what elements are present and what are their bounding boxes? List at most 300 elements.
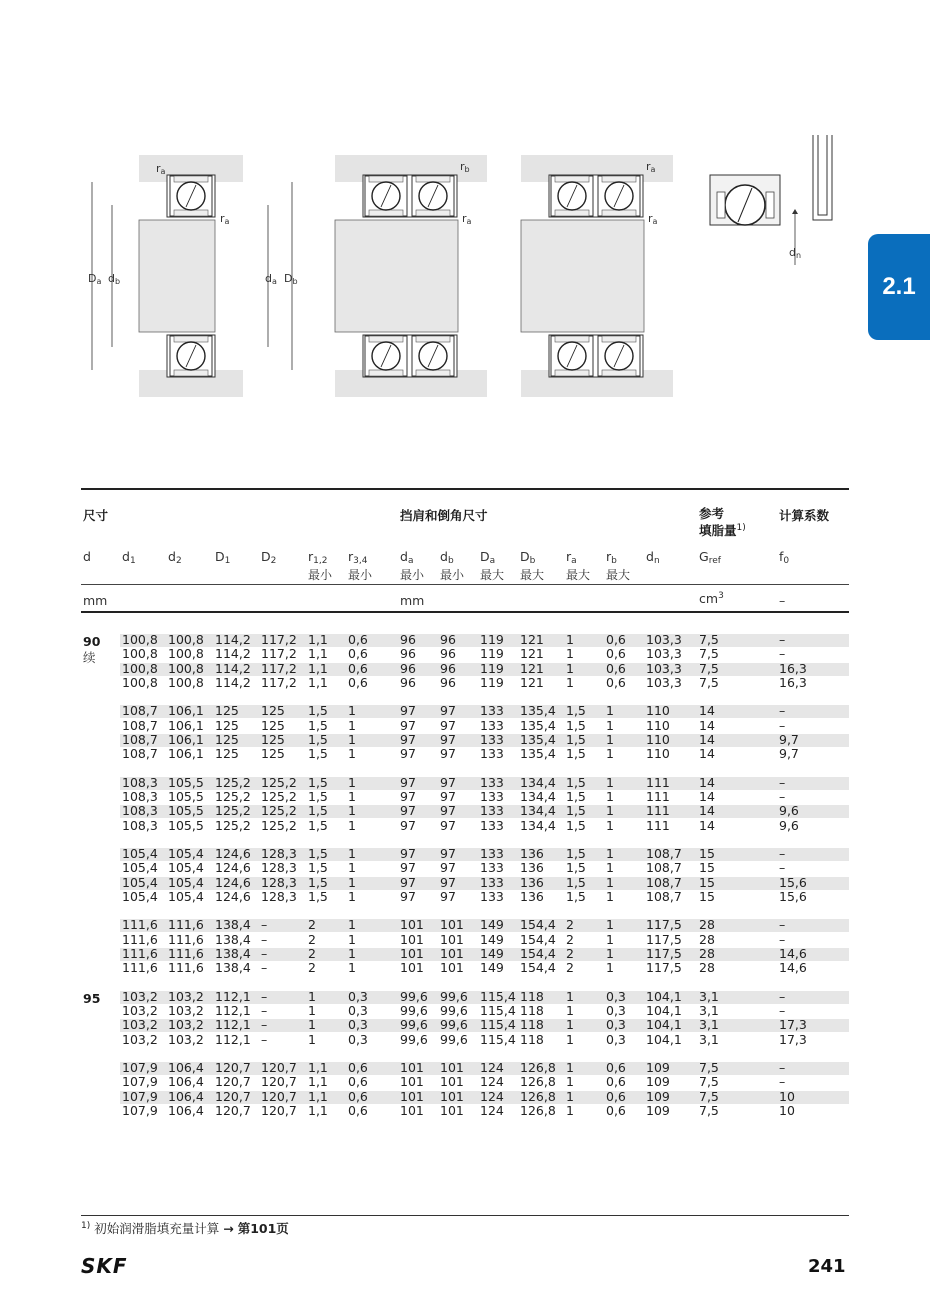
cell-D1: 120,7 [215,1074,251,1090]
cell-rb: 0,6 [606,674,626,690]
cell-r34: 0,6 [348,674,368,690]
section-tab[interactable] [868,234,930,340]
cell-r12: 1,5 [308,845,328,861]
cell-D2: 125,2 [261,817,297,833]
cell-dn: 108,7 [646,845,682,861]
cell-da: 99,6 [400,1002,428,1018]
col-symbol: d [646,549,654,564]
cell-r12: 1,1 [308,1059,328,1075]
cell-Db: 121 [520,646,544,662]
cell-r12: 1,1 [308,660,328,676]
cell-da: 97 [400,845,416,861]
cell-db: 101 [440,931,464,947]
cell-D2: 128,3 [261,860,297,876]
cell-r34: 1 [348,931,356,947]
cell-d1: 111,6 [122,945,158,961]
diagram-tandem-pair [521,155,673,397]
cell-da: 96 [400,632,416,647]
cell-f0: – [779,931,786,947]
cell-Db: 154,4 [520,945,556,961]
col-header-Gref [699,550,721,568]
footnote-arrow: → [223,1221,234,1236]
grease-footnote-mark: 1) [736,523,746,533]
cell-rb: 0,3 [606,1002,626,1018]
cell-rb: 0,3 [606,988,626,1004]
col-header-Db [520,550,544,582]
cell-r34: 0,6 [348,1059,368,1075]
cell-D1: 114,2 [215,646,251,662]
col-subscript: b [611,556,617,566]
cell-f0: 9,6 [779,817,799,833]
diagram-lubrication-position [710,135,832,265]
cell-Da: 149 [480,931,504,947]
cell-d2: 103,2 [168,988,204,1004]
col-subscript: b [447,556,454,566]
cell-Gref: 14 [699,803,715,819]
col-subscript: 3,4 [353,556,368,566]
cell-r12: 1,5 [308,874,328,890]
footnote-page-link[interactable]: 第101页 [237,1221,289,1236]
svg-text:da: da [265,272,277,286]
col-header-Da [480,550,504,582]
cell-dn: 104,1 [646,1017,682,1033]
cell-r34: 1 [348,746,356,762]
cell-r12: 2 [308,945,316,961]
cell-r12: 1,5 [308,731,328,747]
cell-Da: 124 [480,1059,504,1075]
cell-d2: 105,4 [168,888,204,904]
cell-D2: 120,7 [261,1102,297,1118]
col-limit: 最大 [606,568,631,582]
cell-Gref: 14 [699,731,715,747]
cell-ra: 1 [566,1102,574,1118]
cell-Db: 154,4 [520,931,556,947]
cell-D2: 125 [261,746,285,762]
cell-r12: 1,1 [308,674,328,690]
cell-db: 101 [440,1059,464,1075]
cell-Db: 134,4 [520,774,556,790]
table-top-rule [81,488,849,490]
section-tab-label: 2.1 [882,273,916,300]
cell-dn: 111 [646,817,670,833]
cell-f0: – [779,1074,786,1090]
col-symbol: r [566,549,572,564]
cell-d2: 103,2 [168,1017,204,1033]
cell-d1: 111,6 [122,931,158,947]
group-header-grease [699,506,746,538]
col-symbol: d [400,549,408,564]
cell-D1: 114,2 [215,674,251,690]
cell-r12: 1,5 [308,703,328,719]
cell-d2: 106,4 [168,1059,204,1075]
cell-d1: 103,2 [122,1002,158,1018]
cell-D2: – [261,988,268,1004]
cell-Gref: 14 [699,788,715,804]
cell-Da: 149 [480,945,504,961]
cell-Db: 135,4 [520,703,556,719]
cell-d2: 100,8 [168,646,204,662]
cell-db: 101 [440,1102,464,1118]
cell-rb: 0,6 [606,632,626,647]
cell-Db: 126,8 [520,1088,556,1104]
grease-header-line1: 参考 [699,506,725,521]
cell-Gref: 14 [699,717,715,733]
cell-r34: 1 [348,774,356,790]
cell-Da: 149 [480,960,504,976]
cell-d2: 105,5 [168,788,204,804]
cell-r34: 0,6 [348,1074,368,1090]
cell-Gref: 3,1 [699,1017,719,1033]
col-limit: 最小 [400,568,425,582]
cell-Da: 133 [480,717,504,733]
cell-db: 99,6 [440,1031,468,1047]
cell-d2: 106,1 [168,731,204,747]
cell-f0: 9,7 [779,731,799,747]
cell-Da: 133 [480,803,504,819]
cell-Da: 149 [480,917,504,933]
cell-D2: 128,3 [261,845,297,861]
cell-f0: 10 [779,1102,795,1118]
cell-r34: 1 [348,803,356,819]
cell-da: 99,6 [400,1031,428,1047]
cell-Gref: 15 [699,874,715,890]
cell-D1: 124,6 [215,860,251,876]
cell-r12: 1,5 [308,774,328,790]
svg-text:rb: rb [460,160,470,174]
cell-Db: 118 [520,1002,544,1018]
col-header-D1 [215,550,230,568]
cell-d1: 100,8 [122,674,158,690]
cell-r12: 1,1 [308,1074,328,1090]
cell-d1: 108,3 [122,788,158,804]
cell-d1: 108,7 [122,746,158,762]
cell-d2: 105,4 [168,845,204,861]
cell-Db: 126,8 [520,1074,556,1090]
col-limit: 最大 [480,568,505,582]
cell-db: 96 [440,674,456,690]
cell-D2: 117,2 [261,674,297,690]
cell-r34: 0,3 [348,988,368,1004]
cell-r34: 0,3 [348,1002,368,1018]
cell-dn: 109 [646,1059,670,1075]
cell-r12: 1,5 [308,788,328,804]
cell-r34: 0,6 [348,1102,368,1118]
cell-f0: 17,3 [779,1031,807,1047]
cell-db: 101 [440,1088,464,1104]
cell-dn: 117,5 [646,960,682,976]
cell-rb: 1 [606,860,614,876]
cell-da: 101 [400,1088,424,1104]
cell-D1: 138,4 [215,945,251,961]
cell-d1: 108,3 [122,817,158,833]
cell-f0: – [779,703,786,719]
cell-da: 97 [400,703,416,719]
col-subscript: 0 [783,556,790,566]
cell-d1: 108,3 [122,774,158,790]
cell-dn: 111 [646,788,670,804]
cell-D1: 138,4 [215,917,251,933]
cell-rb: 0,6 [606,1074,626,1090]
col-subscript: a [489,556,496,566]
cell-d2: 106,1 [168,703,204,719]
cell-rb: 1 [606,931,614,947]
cell-D2: 125,2 [261,803,297,819]
cell-Da: 119 [480,674,504,690]
cell-f0: 17,3 [779,1017,807,1033]
bore-diameter: 90 [83,634,101,649]
cell-r12: 2 [308,931,316,947]
cell-Gref: 7,5 [699,1059,719,1075]
col-limit: 最小 [348,568,373,582]
cell-d1: 103,2 [122,1017,158,1033]
cell-Db: 134,4 [520,817,556,833]
cell-Db: 121 [520,674,544,690]
col-subscript: n [653,556,660,566]
col-header-da [400,550,424,582]
cell-D2: 117,2 [261,632,297,647]
svg-text:ra: ra [648,212,658,226]
cell-Da: 133 [480,746,504,762]
cell-da: 97 [400,717,416,733]
cell-Gref: 14 [699,817,715,833]
cell-da: 97 [400,874,416,890]
cell-d2: 105,4 [168,860,204,876]
cell-ra: 1,5 [566,774,586,790]
footnote-mark: 1) [81,1220,91,1231]
cell-ra: 1 [566,1031,574,1047]
cell-rb: 0,3 [606,1031,626,1047]
cell-rb: 0,6 [606,1059,626,1075]
cell-f0: 15,6 [779,888,807,904]
cell-db: 97 [440,731,456,747]
cell-ra: 1,5 [566,860,586,876]
cell-r34: 0,3 [348,1031,368,1047]
cell-ra: 1 [566,1017,574,1033]
col-limit: 最小 [308,568,333,582]
cell-Db: 135,4 [520,731,556,747]
cell-db: 97 [440,774,456,790]
cell-D1: 125 [215,703,239,719]
cell-da: 99,6 [400,988,428,1004]
cell-d2: 111,6 [168,960,204,976]
cell-rb: 1 [606,717,614,733]
col-subscript: 1 [129,556,136,566]
col-symbol: r [606,549,612,564]
cell-rb: 0,6 [606,646,626,662]
cell-f0: – [779,988,786,1004]
cell-da: 101 [400,917,424,933]
cell-ra: 1,5 [566,845,586,861]
cell-Db: 136 [520,845,544,861]
cell-ra: 1,5 [566,817,586,833]
col-header-d [83,550,91,564]
cell-dn: 110 [646,717,670,733]
cell-d2: 103,2 [168,1031,204,1047]
cell-D1: 120,7 [215,1059,251,1075]
cell-dn: 108,7 [646,888,682,904]
cell-r34: 1 [348,817,356,833]
cell-d1: 100,8 [122,660,158,676]
cell-rb: 1 [606,746,614,762]
cell-D1: 138,4 [215,931,251,947]
col-header-f0 [779,550,789,568]
svg-text:Db: Db [284,272,298,286]
cell-Da: 133 [480,774,504,790]
diagram-single-bearing [88,155,298,397]
cell-dn: 111 [646,803,670,819]
cell-Da: 119 [480,646,504,662]
cell-r34: 1 [348,960,356,976]
cell-da: 96 [400,646,416,662]
cell-rb: 1 [606,888,614,904]
col-subscript: a [407,556,414,566]
cell-r34: 1 [348,888,356,904]
cell-r12: 1,1 [308,646,328,662]
cell-da: 101 [400,1059,424,1075]
cell-db: 97 [440,717,456,733]
cell-db: 97 [440,845,456,861]
cell-Da: 115,4 [480,1002,516,1018]
col-symbol: d [440,549,448,564]
cell-d2: 100,8 [168,660,204,676]
cell-da: 101 [400,931,424,947]
cell-Gref: 7,5 [699,660,719,676]
cell-rb: 1 [606,845,614,861]
cell-dn: 109 [646,1074,670,1090]
cell-dn: 109 [646,1088,670,1104]
cell-r34: 1 [348,731,356,747]
cell-db: 97 [440,803,456,819]
cell-Gref: 3,1 [699,1002,719,1018]
cell-r12: 1,5 [308,860,328,876]
bearing-arrangement-diagrams [80,130,840,410]
cell-da: 97 [400,860,416,876]
cell-Gref: 15 [699,888,715,904]
cell-r34: 0,6 [348,660,368,676]
cell-r34: 1 [348,717,356,733]
cell-d2: 111,6 [168,945,204,961]
cell-d1: 105,4 [122,874,158,890]
cell-f0: – [779,860,786,876]
cell-f0: – [779,646,786,662]
col-header-d2 [168,550,182,568]
cell-da: 96 [400,674,416,690]
cell-dn: 117,5 [646,931,682,947]
svg-text:Da: Da [88,272,102,286]
cell-D1: 125,2 [215,803,251,819]
cell-ra: 1,5 [566,788,586,804]
cell-D2: 120,7 [261,1088,297,1104]
cell-d2: 105,4 [168,874,204,890]
cell-da: 99,6 [400,1017,428,1033]
cell-D2: 117,2 [261,660,297,676]
cell-r12: 2 [308,917,316,933]
cell-D1: 124,6 [215,874,251,890]
cell-da: 97 [400,774,416,790]
header-mid-rule [81,584,849,585]
cell-rb: 1 [606,874,614,890]
cell-Gref: 14 [699,774,715,790]
cell-Db: 118 [520,988,544,1004]
cell-ra: 1 [566,1059,574,1075]
cell-Db: 135,4 [520,717,556,733]
cell-r34: 1 [348,788,356,804]
col-header-rb [606,550,630,582]
cell-r34: 1 [348,917,356,933]
group-header-factor: 计算系数 [779,508,830,523]
cell-D1: 138,4 [215,960,251,976]
cell-rb: 1 [606,788,614,804]
cell-db: 99,6 [440,988,468,1004]
cell-f0: 14,6 [779,945,807,961]
footnote-rule [81,1215,849,1216]
cell-Gref: 7,5 [699,674,719,690]
cell-dn: 104,1 [646,1031,682,1047]
cell-Gref: 28 [699,945,715,961]
col-subscript: ref [708,556,721,566]
cell-ra: 2 [566,960,574,976]
cell-Gref: 3,1 [699,1031,719,1047]
cell-Gref: 28 [699,960,715,976]
cell-Db: 134,4 [520,788,556,804]
cell-rb: 1 [606,731,614,747]
cell-da: 97 [400,817,416,833]
cell-r12: 1 [308,988,316,1004]
cell-dn: 103,3 [646,632,682,647]
cell-Db: 126,8 [520,1059,556,1075]
cell-Da: 115,4 [480,1031,516,1047]
cell-dn: 104,1 [646,988,682,1004]
cell-d2: 106,1 [168,717,204,733]
cell-D2: – [261,917,268,933]
cell-f0: – [779,774,786,790]
cell-r34: 1 [348,860,356,876]
cell-ra: 1 [566,988,574,1004]
cell-f0: – [779,845,786,861]
cell-ra: 1,5 [566,703,586,719]
cell-D2: – [261,931,268,947]
cell-Da: 133 [480,817,504,833]
cell-da: 101 [400,960,424,976]
cell-Gref: 7,5 [699,1102,719,1118]
cell-d1: 103,2 [122,988,158,1004]
cell-d1: 111,6 [122,917,158,933]
cell-da: 97 [400,788,416,804]
cell-Db: 118 [520,1031,544,1047]
cell-D2: 125 [261,731,285,747]
cell-Gref: 7,5 [699,1074,719,1090]
cell-ra: 1 [566,646,574,662]
cell-d1: 108,7 [122,731,158,747]
cell-f0: – [779,788,786,804]
cell-D1: 114,2 [215,660,251,676]
cell-r34: 0,6 [348,646,368,662]
cell-rb: 1 [606,703,614,719]
col-limit: 最大 [566,568,591,582]
col-header-D2 [261,550,276,568]
unit-cm-exponent: 3 [718,591,724,601]
cell-rb: 1 [606,774,614,790]
cell-d2: 105,5 [168,817,204,833]
cell-Gref: 28 [699,931,715,947]
cell-Da: 133 [480,731,504,747]
cell-f0: 9,7 [779,746,799,762]
cell-f0: 9,6 [779,803,799,819]
cell-d2: 106,4 [168,1074,204,1090]
cell-dn: 111 [646,774,670,790]
cell-d2: 106,1 [168,746,204,762]
cell-dn: 108,7 [646,874,682,890]
